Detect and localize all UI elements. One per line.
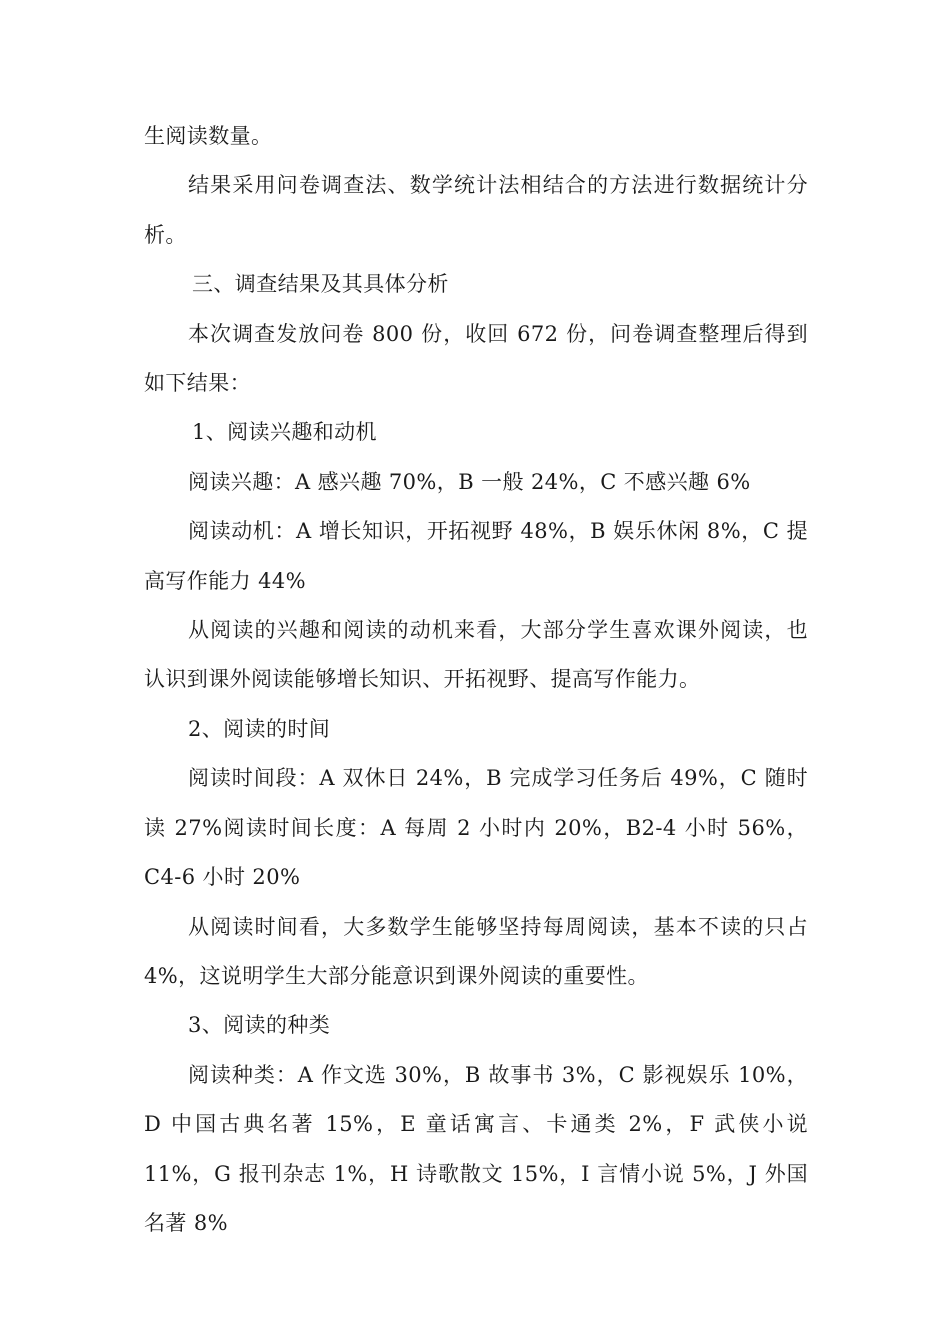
paragraph-reading-motivation: 阅读动机：A 增长知识，开拓视野 48%，B 娱乐休闲 8%，C 提高写作能力 44% [144, 519, 808, 593]
paragraph-reading-time-data: 阅读时间段：A 双休日 24%，B 完成学习任务后 49%，C 随时读 27%阅读时间长度：A 每周 2 小时内 20%，B2-4 小时 56%，C4-6 小时 20% [144, 766, 808, 890]
section-heading-results: 三、调查结果及其具体分析 [192, 272, 449, 297]
subheading-reading-time: 2、阅读的时间 [188, 716, 331, 741]
paragraph-method: 结果采用问卷调查法、数学统计法相结合的方法进行数据统计分析。 [144, 173, 808, 247]
paragraph-continuation: 生阅读数量。 [144, 124, 273, 148]
paragraph-interest-analysis: 从阅读的兴趣和阅读的动机来看，大部分学生喜欢课外阅读，也认识到课外阅读能够增长知识、开拓视野、提高写作能力。 [144, 618, 808, 692]
paragraph-reading-types-data: 阅读种类：A 作文选 30%，B 故事书 3%，C 影视娱乐 10%，D 中国古典名著 15%，E 童话寓言、卡通类 2%，F 武侠小说 11%，G 报刊杂志 1%，H 诗歌散文 15%，I 言情小说 5%，J 外国名著 8% [144, 1062, 808, 1235]
paragraph-reading-interest: 阅读兴趣：A 感兴趣 70%，B 一般 24%，C 不感兴趣 6% [188, 469, 751, 494]
paragraph-time-analysis: 从阅读时间看，大多数学生能够坚持每周阅读，基本不读的只占 4%，这说明学生大部分能意识到课外阅读的重要性。 [144, 914, 808, 988]
subheading-interest-motivation: 1、阅读兴趣和动机 [192, 420, 377, 445]
paragraph-survey-summary: 本次调查发放问卷 800 份，收回 672 份，问卷调查整理后得到如下结果： [144, 321, 808, 396]
subheading-reading-types: 3、阅读的种类 [188, 1013, 331, 1038]
document-body [144, 112, 808, 1248]
